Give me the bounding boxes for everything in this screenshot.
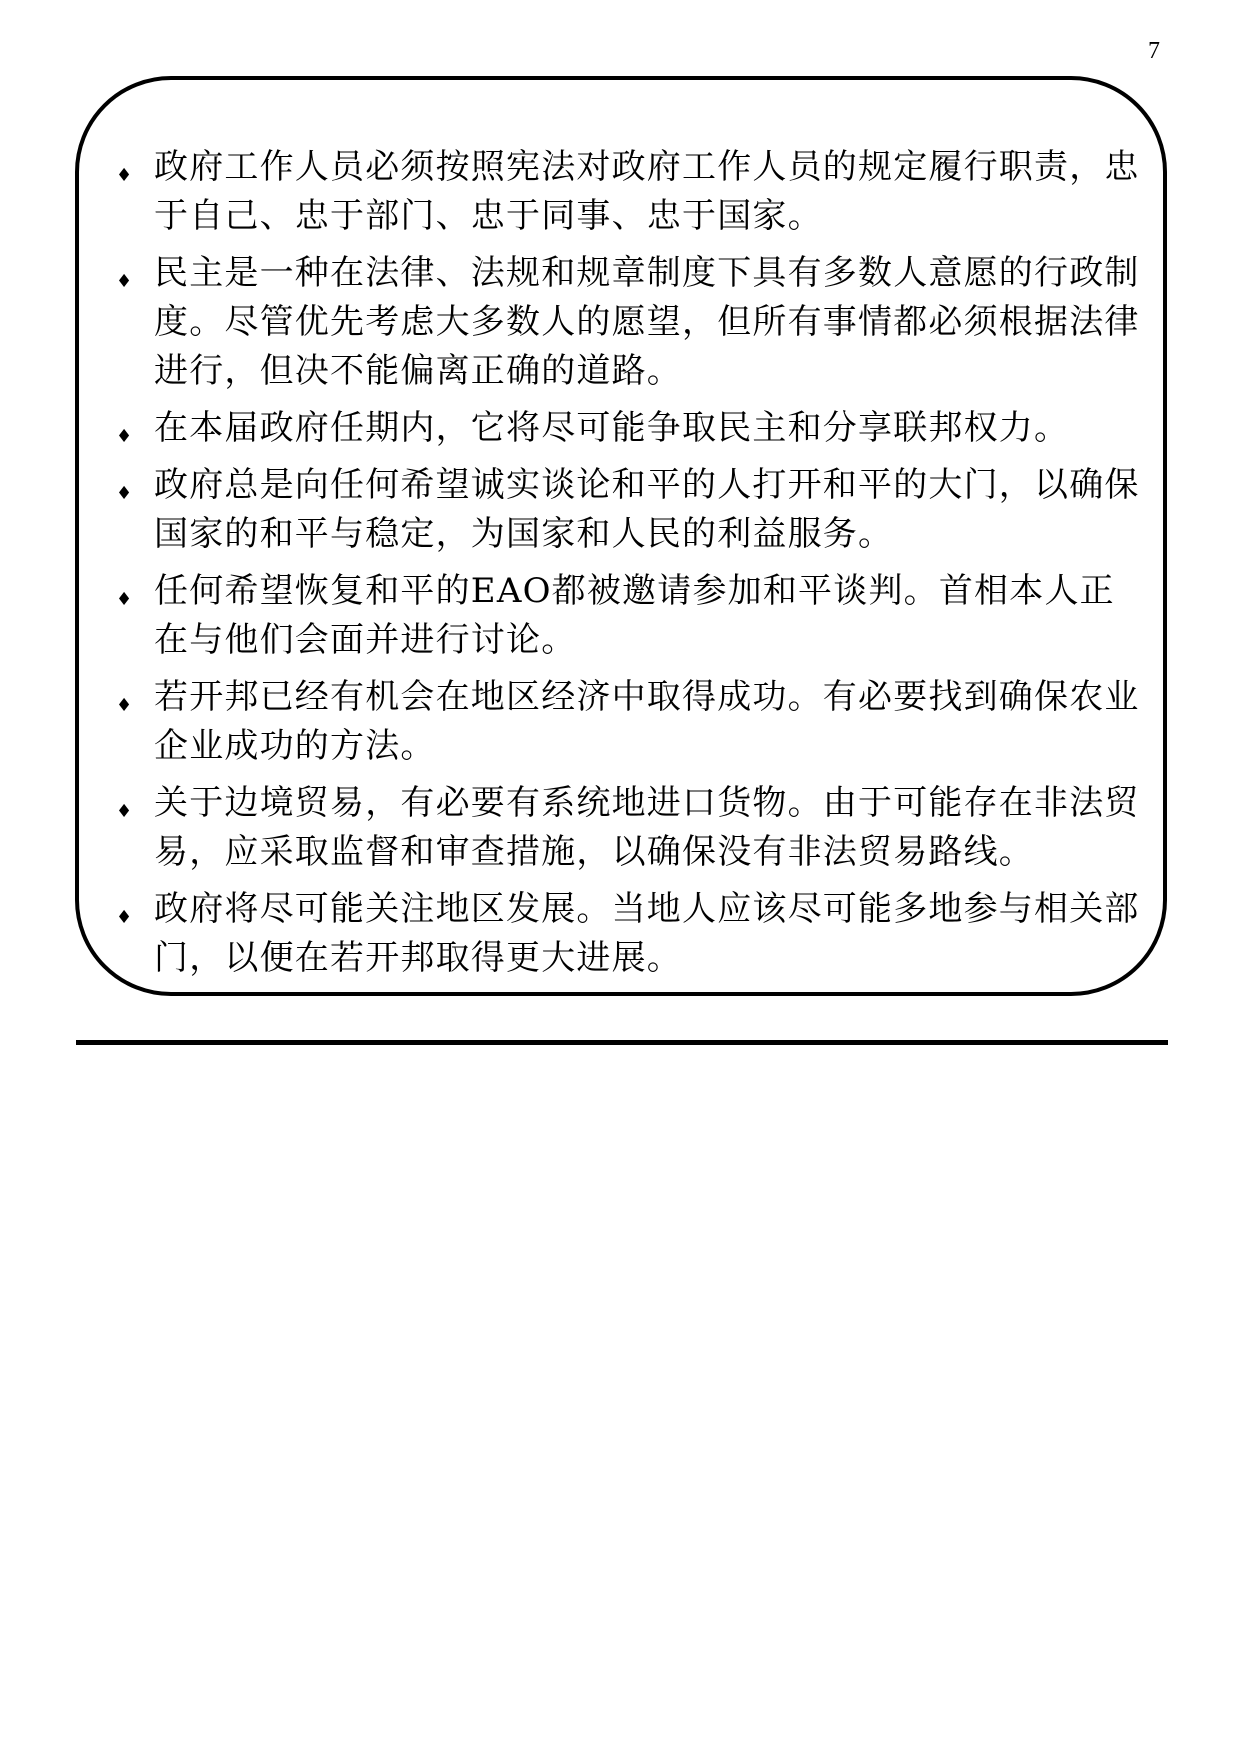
list-item [110,249,1140,396]
horizontal-divider [76,1040,1168,1045]
list-item-text: 若开邦已经有机会在地区经济中取得成功。有必要找到确保农业企业成功的方法。 [154,677,1140,766]
list-item-text: 民主是一种在法律、法规和规章制度下具有多数人意愿的行政制度。尽管优先考虑大多数人的愿望，但所有事情都必须根据法律进行，但决不能偏离正确的道路。 [154,253,1140,391]
list-item [110,567,1140,665]
diamond-bullet-icon: ♦ [116,801,133,822]
list-item-text: 任何希望恢复和平的EAO都被邀请参加和平谈判。首相本人正在与他们会面并进行讨论。 [154,571,1115,660]
diamond-bullet-icon: ♦ [116,165,133,186]
list-item-text: 关于边境贸易，有必要有系统地进口货物。由于可能存在非法贸易，应采取监督和审查措施，以确保没有非法贸易路线。 [154,783,1140,872]
list-item [110,673,1140,771]
list-item [110,885,1140,983]
page-number: 7 [1148,38,1160,64]
list-item [110,404,1140,453]
list-item-text: 政府工作人员必须按照宪法对政府工作人员的规定履行职责，忠于自己、忠于部门、忠于同事、忠于国家。 [154,147,1140,236]
list-item [110,779,1140,877]
list-item [110,143,1140,241]
list-item-text: 政府将尽可能关注地区发展。当地人应该尽可能多地参与相关部门，以便在若开邦取得更大进展。 [154,889,1140,978]
list-item-text: 政府总是向任何希望诚实谈论和平的人打开和平的大门，以确保国家的和平与稳定，为国家和人民的利益服务。 [154,465,1140,554]
diamond-bullet-icon: ♦ [116,695,133,716]
diamond-bullet-icon: ♦ [116,426,133,447]
diamond-bullet-icon: ♦ [116,589,133,610]
list-item-text: 在本届政府任期内，它将尽可能争取民主和分享联邦权力。 [154,408,1070,448]
diamond-bullet-icon: ♦ [116,483,133,504]
diamond-bullet-icon: ♦ [116,271,133,292]
list-item [110,461,1140,559]
bullet-list [110,143,1140,991]
diamond-bullet-icon: ♦ [116,907,133,928]
